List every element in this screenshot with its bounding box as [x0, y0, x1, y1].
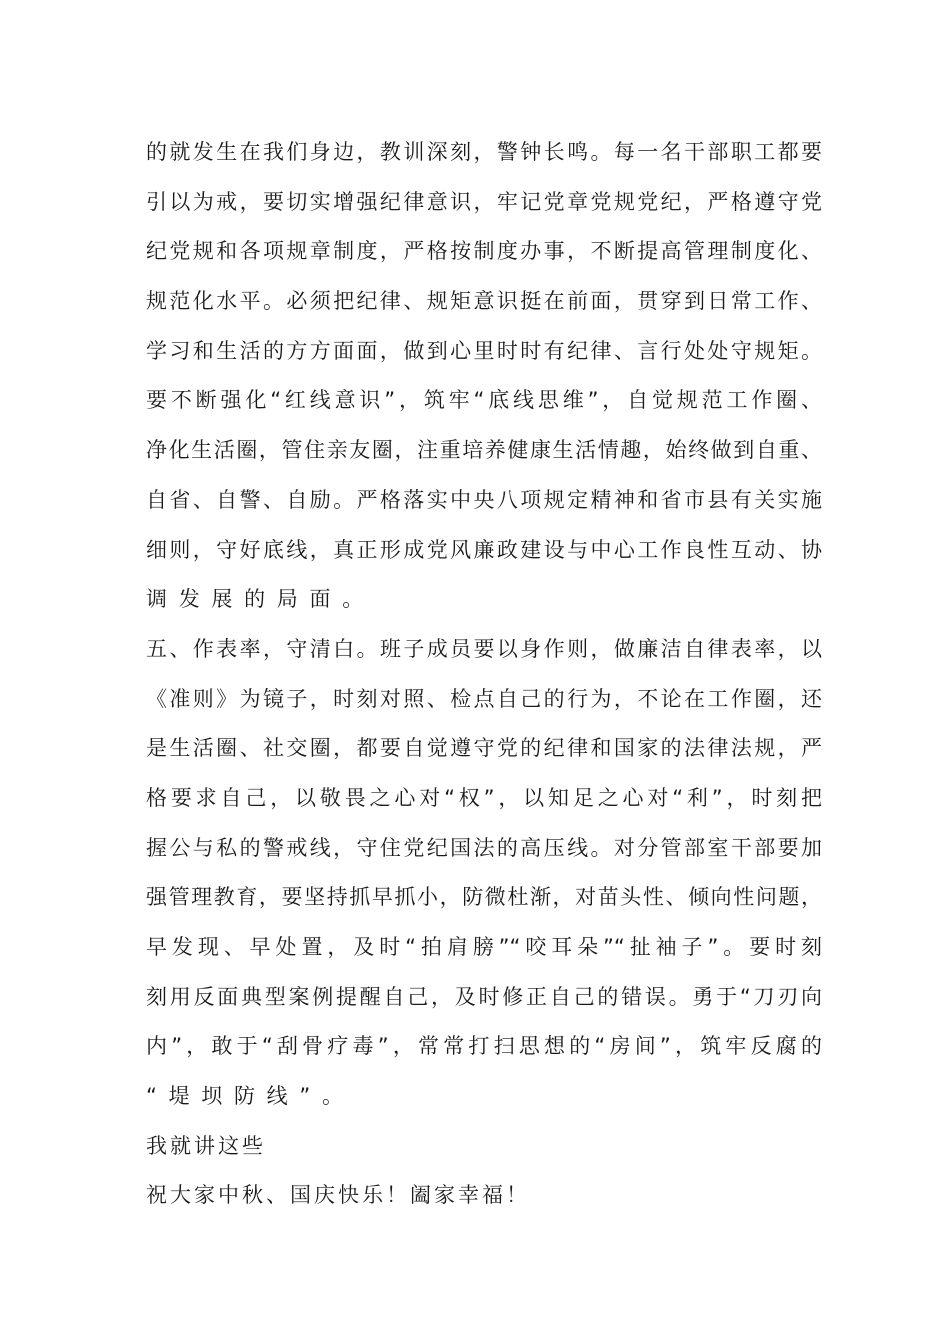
text-line: “堤坝防线”。	[146, 1084, 355, 1109]
text-line: 要不断强化“红线意识”，筑牢“底线思维”，自觉规范工作圈、	[146, 388, 822, 413]
text-line: 净化生活圈，管住亲友圈，注重培养健康生活情趣，始终做到自重、	[146, 438, 822, 463]
text-line: 刻用反面典型案例提醒自己，及时修正自己的错误。勇于“刀刃向	[146, 984, 822, 1009]
text-line: 规范化水平。必须把纪律、规矩意识挺在前面，贯穿到日常工作、	[146, 289, 822, 314]
text-line: 《准则》为镜子，时刻对照、检点自己的行为，不论在工作圈，还	[146, 686, 822, 711]
section-heading-line: 五、作表率，守清白。班子成员要以身作则，做廉洁自律表率，以	[146, 636, 822, 661]
text-line: 细则，守好底线，真正形成党风廉政建设与中心工作良性互动、协	[146, 537, 822, 562]
text-line: 内”，敢于“刮骨疗毒”，常常打扫思想的“房间”，筑牢反腐的	[146, 1034, 822, 1059]
text-line: 格要求自己，以敬畏之心对“权”，以知足之心对“利”，时刻把	[146, 785, 822, 810]
text-line: 早发现、早处置，及时“拍肩膀”“咬耳朵”“扯袖子”。要时刻	[146, 935, 822, 959]
text-line: 握公与私的警戒线，守住党纪国法的高压线。对分管部室干部要加	[146, 835, 822, 860]
text-line: 引以为戒，要切实增强纪律意识，牢记党章党规党纪，严格遵守党	[146, 189, 822, 214]
text-line: 学习和生活的方方面面，做到心里时时有纪律、言行处处守规矩。	[146, 338, 822, 363]
text-line: 自省、自警、自励。严格落实中央八项规定精神和省市县有关实施	[146, 487, 822, 512]
closing-line: 我就讲这些	[146, 1133, 266, 1158]
document-body	[146, 128, 826, 1221]
text-line: 调发展的局面。	[146, 587, 375, 612]
text-line: 强管理教育，要坚持抓早抓小，防微杜渐，对苗头性、倾向性问题，	[146, 885, 822, 910]
text-line: 纪党规和各项规章制度，严格按制度办事，不断提高管理制度化、	[146, 239, 822, 264]
text-line: 是生活圈、社交圈，都要自觉遵守党的纪律和国家的法律法规，严	[146, 736, 822, 761]
text-line: 的就发生在我们身边，教训深刻，警钟长鸣。每一名干部职工都要	[146, 140, 822, 164]
greeting-line: 祝大家中秋、国庆快乐！阖家幸福！	[146, 1183, 530, 1208]
